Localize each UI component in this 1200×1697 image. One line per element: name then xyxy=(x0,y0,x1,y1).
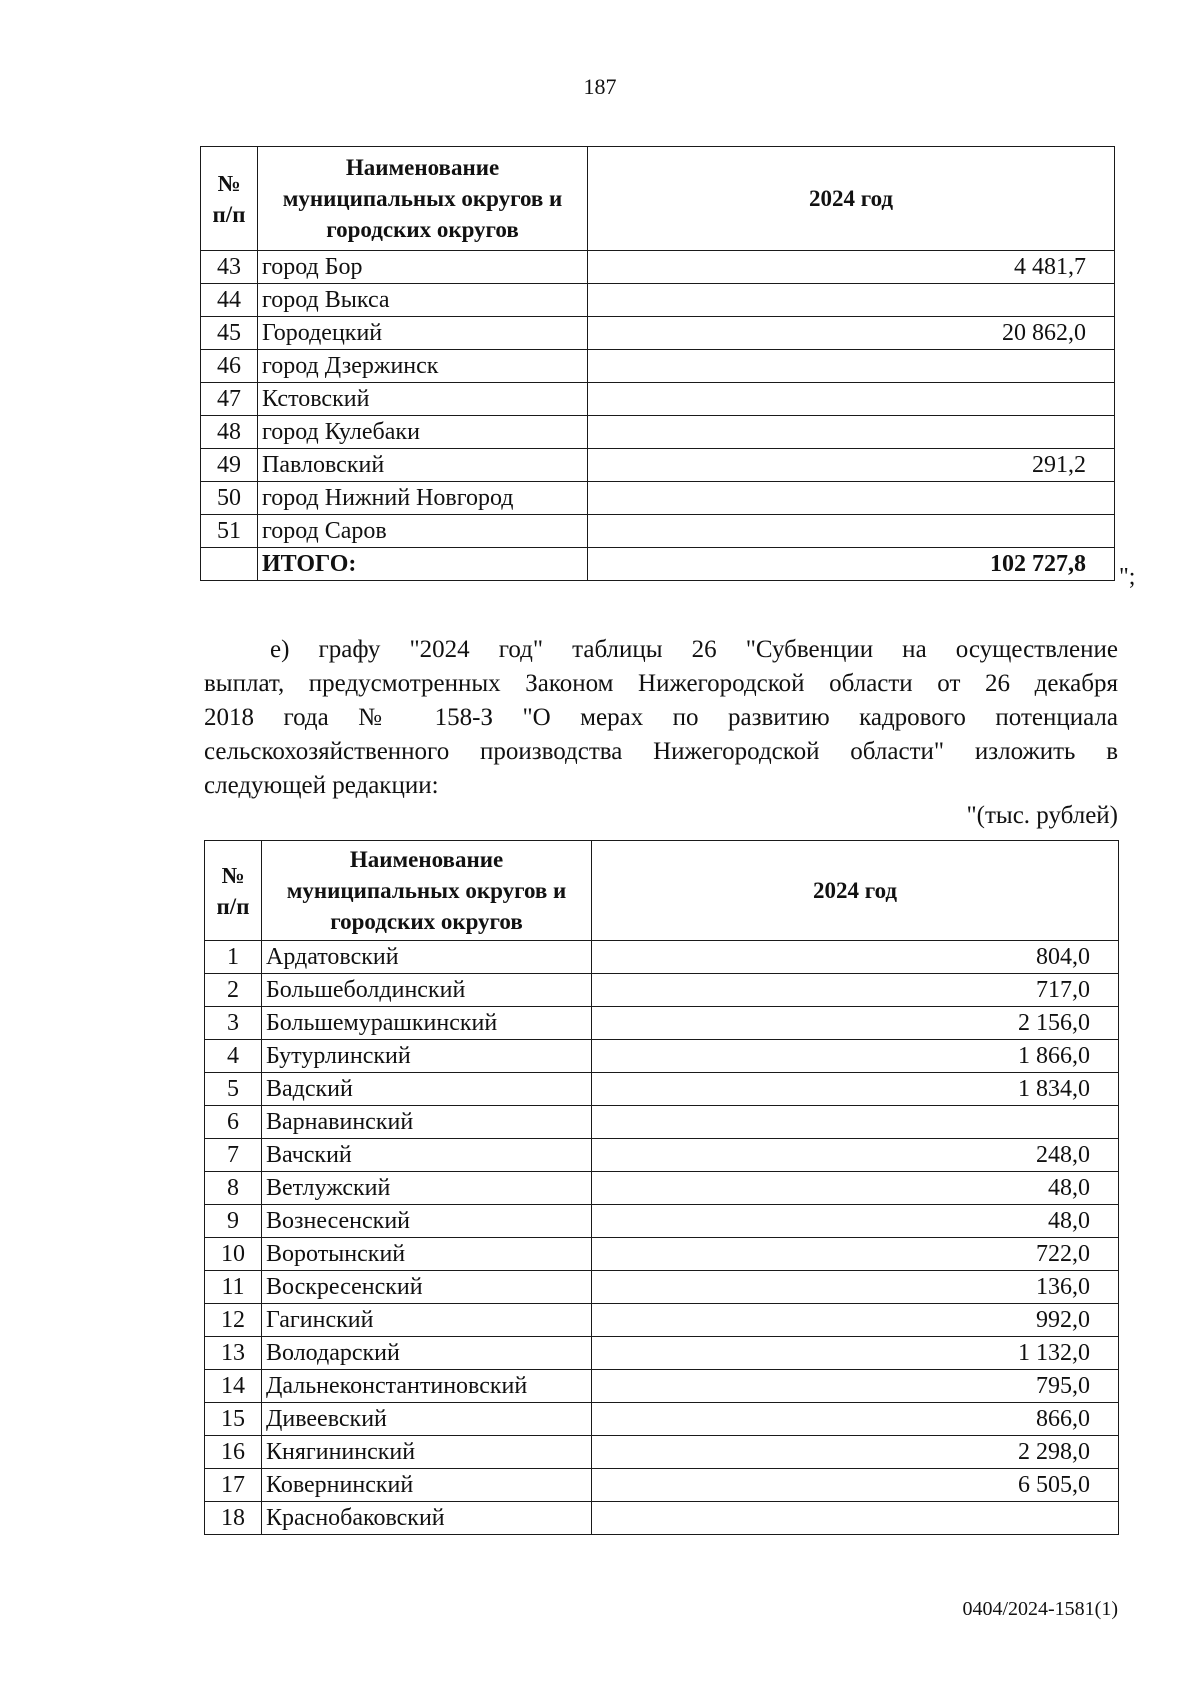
closing-quote: "; xyxy=(1119,564,1136,590)
row-number: 12 xyxy=(205,1304,262,1337)
table-row xyxy=(205,1370,1119,1403)
row-number: 5 xyxy=(205,1073,262,1106)
row-number: 14 xyxy=(205,1370,262,1403)
amount-value: 866,0 xyxy=(592,1403,1119,1436)
col-header-name: Наименование муниципальных округов и городских округов xyxy=(262,841,592,941)
district-name: Вадский xyxy=(262,1073,592,1106)
district-name: Дивеевский xyxy=(262,1403,592,1436)
district-name: город Выкса xyxy=(258,284,588,317)
district-name: Ардатовский xyxy=(262,941,592,974)
table-row xyxy=(201,449,1115,482)
paragraph-line: 2018 года № 158-З "О мерах по развитию кадрового потенциала xyxy=(204,704,1118,731)
table-row xyxy=(201,317,1115,350)
row-number: 17 xyxy=(205,1469,262,1502)
row-number: 49 xyxy=(201,449,258,482)
row-number: 48 xyxy=(201,416,258,449)
row-number: 7 xyxy=(205,1139,262,1172)
amount-value: 722,0 xyxy=(592,1238,1119,1271)
amount-value: 20 862,0 xyxy=(588,317,1115,350)
col-header-num: № п/п xyxy=(205,841,262,941)
col-header-year: 2024 год xyxy=(588,147,1115,251)
row-number: 2 xyxy=(205,974,262,1007)
table-row xyxy=(205,1106,1119,1139)
row-number: 10 xyxy=(205,1238,262,1271)
total-empty-cell xyxy=(201,548,258,581)
amount-value: 795,0 xyxy=(592,1370,1119,1403)
table-row xyxy=(205,1139,1119,1172)
table-row xyxy=(205,1073,1119,1106)
table-row xyxy=(201,350,1115,383)
district-name: Варнавинский xyxy=(262,1106,592,1139)
table-row xyxy=(205,1040,1119,1073)
table-row xyxy=(201,383,1115,416)
row-number: 3 xyxy=(205,1007,262,1040)
document-code: 0404/2024-1581(1) xyxy=(962,1598,1118,1620)
table-row xyxy=(205,1502,1119,1535)
amount-value: 291,2 xyxy=(588,449,1115,482)
amount-value: 248,0 xyxy=(592,1139,1119,1172)
amount-value: 1 132,0 xyxy=(592,1337,1119,1370)
total-row xyxy=(201,548,1115,581)
row-number: 4 xyxy=(205,1040,262,1073)
paragraph-line: сельскохозяйственного производства Нижегородской области" изложить в xyxy=(204,738,1118,765)
amount-value: 6 505,0 xyxy=(592,1469,1119,1502)
district-name: город Нижний Новгород xyxy=(258,482,588,515)
district-name: Краснобаковский xyxy=(262,1502,592,1535)
paragraph-line: выплат, предусмотренных Законом Нижегородской области от 26 декабря xyxy=(204,670,1118,697)
paragraph-line: е) графу "2024 год" таблицы 26 "Субвенции на осуществление xyxy=(270,636,1118,663)
row-number: 47 xyxy=(201,383,258,416)
amount-value xyxy=(588,383,1115,416)
table-row xyxy=(201,515,1115,548)
table-row xyxy=(205,1172,1119,1205)
district-name: Вачский xyxy=(262,1139,592,1172)
amount-value: 48,0 xyxy=(592,1205,1119,1238)
amount-value: 136,0 xyxy=(592,1271,1119,1304)
district-name: Вознесенский xyxy=(262,1205,592,1238)
amount-value: 2 298,0 xyxy=(592,1436,1119,1469)
table-row xyxy=(205,1007,1119,1040)
amount-value: 48,0 xyxy=(592,1172,1119,1205)
table-row xyxy=(201,416,1115,449)
amount-value xyxy=(588,350,1115,383)
district-name: Воротынский xyxy=(262,1238,592,1271)
row-number: 16 xyxy=(205,1436,262,1469)
subsidy-table-continued xyxy=(200,146,1115,581)
amount-value: 1 866,0 xyxy=(592,1040,1119,1073)
amount-value: 2 156,0 xyxy=(592,1007,1119,1040)
district-name: город Бор xyxy=(258,251,588,284)
amount-value xyxy=(588,482,1115,515)
table-row xyxy=(205,941,1119,974)
table-row xyxy=(205,1436,1119,1469)
amount-value xyxy=(588,416,1115,449)
amount-value: 717,0 xyxy=(592,974,1119,1007)
district-name: Кстовский xyxy=(258,383,588,416)
amount-value: 804,0 xyxy=(592,941,1119,974)
district-name: город Дзержинск xyxy=(258,350,588,383)
district-name: Ветлужский xyxy=(262,1172,592,1205)
row-number: 11 xyxy=(205,1271,262,1304)
district-name: город Саров xyxy=(258,515,588,548)
table-row xyxy=(205,974,1119,1007)
amount-value xyxy=(592,1106,1119,1139)
table-row xyxy=(205,1238,1119,1271)
units-label: "(тыс. рублей) xyxy=(966,802,1118,829)
table-row xyxy=(201,284,1115,317)
district-name: Большемурашкинский xyxy=(262,1007,592,1040)
district-name: Ковернинский xyxy=(262,1469,592,1502)
total-value: 102 727,8 xyxy=(588,548,1115,581)
amount-value: 4 481,7 xyxy=(588,251,1115,284)
row-number: 13 xyxy=(205,1337,262,1370)
district-name: Дальнеконстантиновский xyxy=(262,1370,592,1403)
row-number: 6 xyxy=(205,1106,262,1139)
row-number: 44 xyxy=(201,284,258,317)
district-name: Воскресенский xyxy=(262,1271,592,1304)
page-number: 187 xyxy=(583,74,617,99)
amount-value xyxy=(588,515,1115,548)
row-number: 50 xyxy=(201,482,258,515)
total-label: ИТОГО: xyxy=(258,548,588,581)
district-name: Володарский xyxy=(262,1337,592,1370)
amount-value: 992,0 xyxy=(592,1304,1119,1337)
table-row xyxy=(205,1271,1119,1304)
amount-value xyxy=(588,284,1115,317)
row-number: 45 xyxy=(201,317,258,350)
district-name: город Кулебаки xyxy=(258,416,588,449)
table-row xyxy=(205,1337,1119,1370)
table-row xyxy=(201,482,1115,515)
table-row xyxy=(205,1469,1119,1502)
table-row xyxy=(201,251,1115,284)
row-number: 1 xyxy=(205,941,262,974)
amount-value xyxy=(592,1502,1119,1535)
row-number: 43 xyxy=(201,251,258,284)
district-name: Городецкий xyxy=(258,317,588,350)
district-name: Гагинский xyxy=(262,1304,592,1337)
amount-value: 1 834,0 xyxy=(592,1073,1119,1106)
col-header-num: № п/п xyxy=(201,147,258,251)
row-number: 8 xyxy=(205,1172,262,1205)
row-number: 15 xyxy=(205,1403,262,1436)
table-row xyxy=(205,1304,1119,1337)
district-name: Павловский xyxy=(258,449,588,482)
col-header-name: Наименование муниципальных округов и городских округов xyxy=(258,147,588,251)
row-number: 9 xyxy=(205,1205,262,1238)
table-row xyxy=(205,1403,1119,1436)
subsidy-table-26 xyxy=(204,840,1119,1535)
paragraph-line: следующей редакции: xyxy=(204,772,439,799)
district-name: Бутурлинский xyxy=(262,1040,592,1073)
district-name: Большеболдинский xyxy=(262,974,592,1007)
district-name: Княгининский xyxy=(262,1436,592,1469)
row-number: 46 xyxy=(201,350,258,383)
row-number: 18 xyxy=(205,1502,262,1535)
amendment-paragraph xyxy=(204,633,1118,803)
col-header-year: 2024 год xyxy=(592,841,1119,941)
table-row xyxy=(205,1205,1119,1238)
row-number: 51 xyxy=(201,515,258,548)
